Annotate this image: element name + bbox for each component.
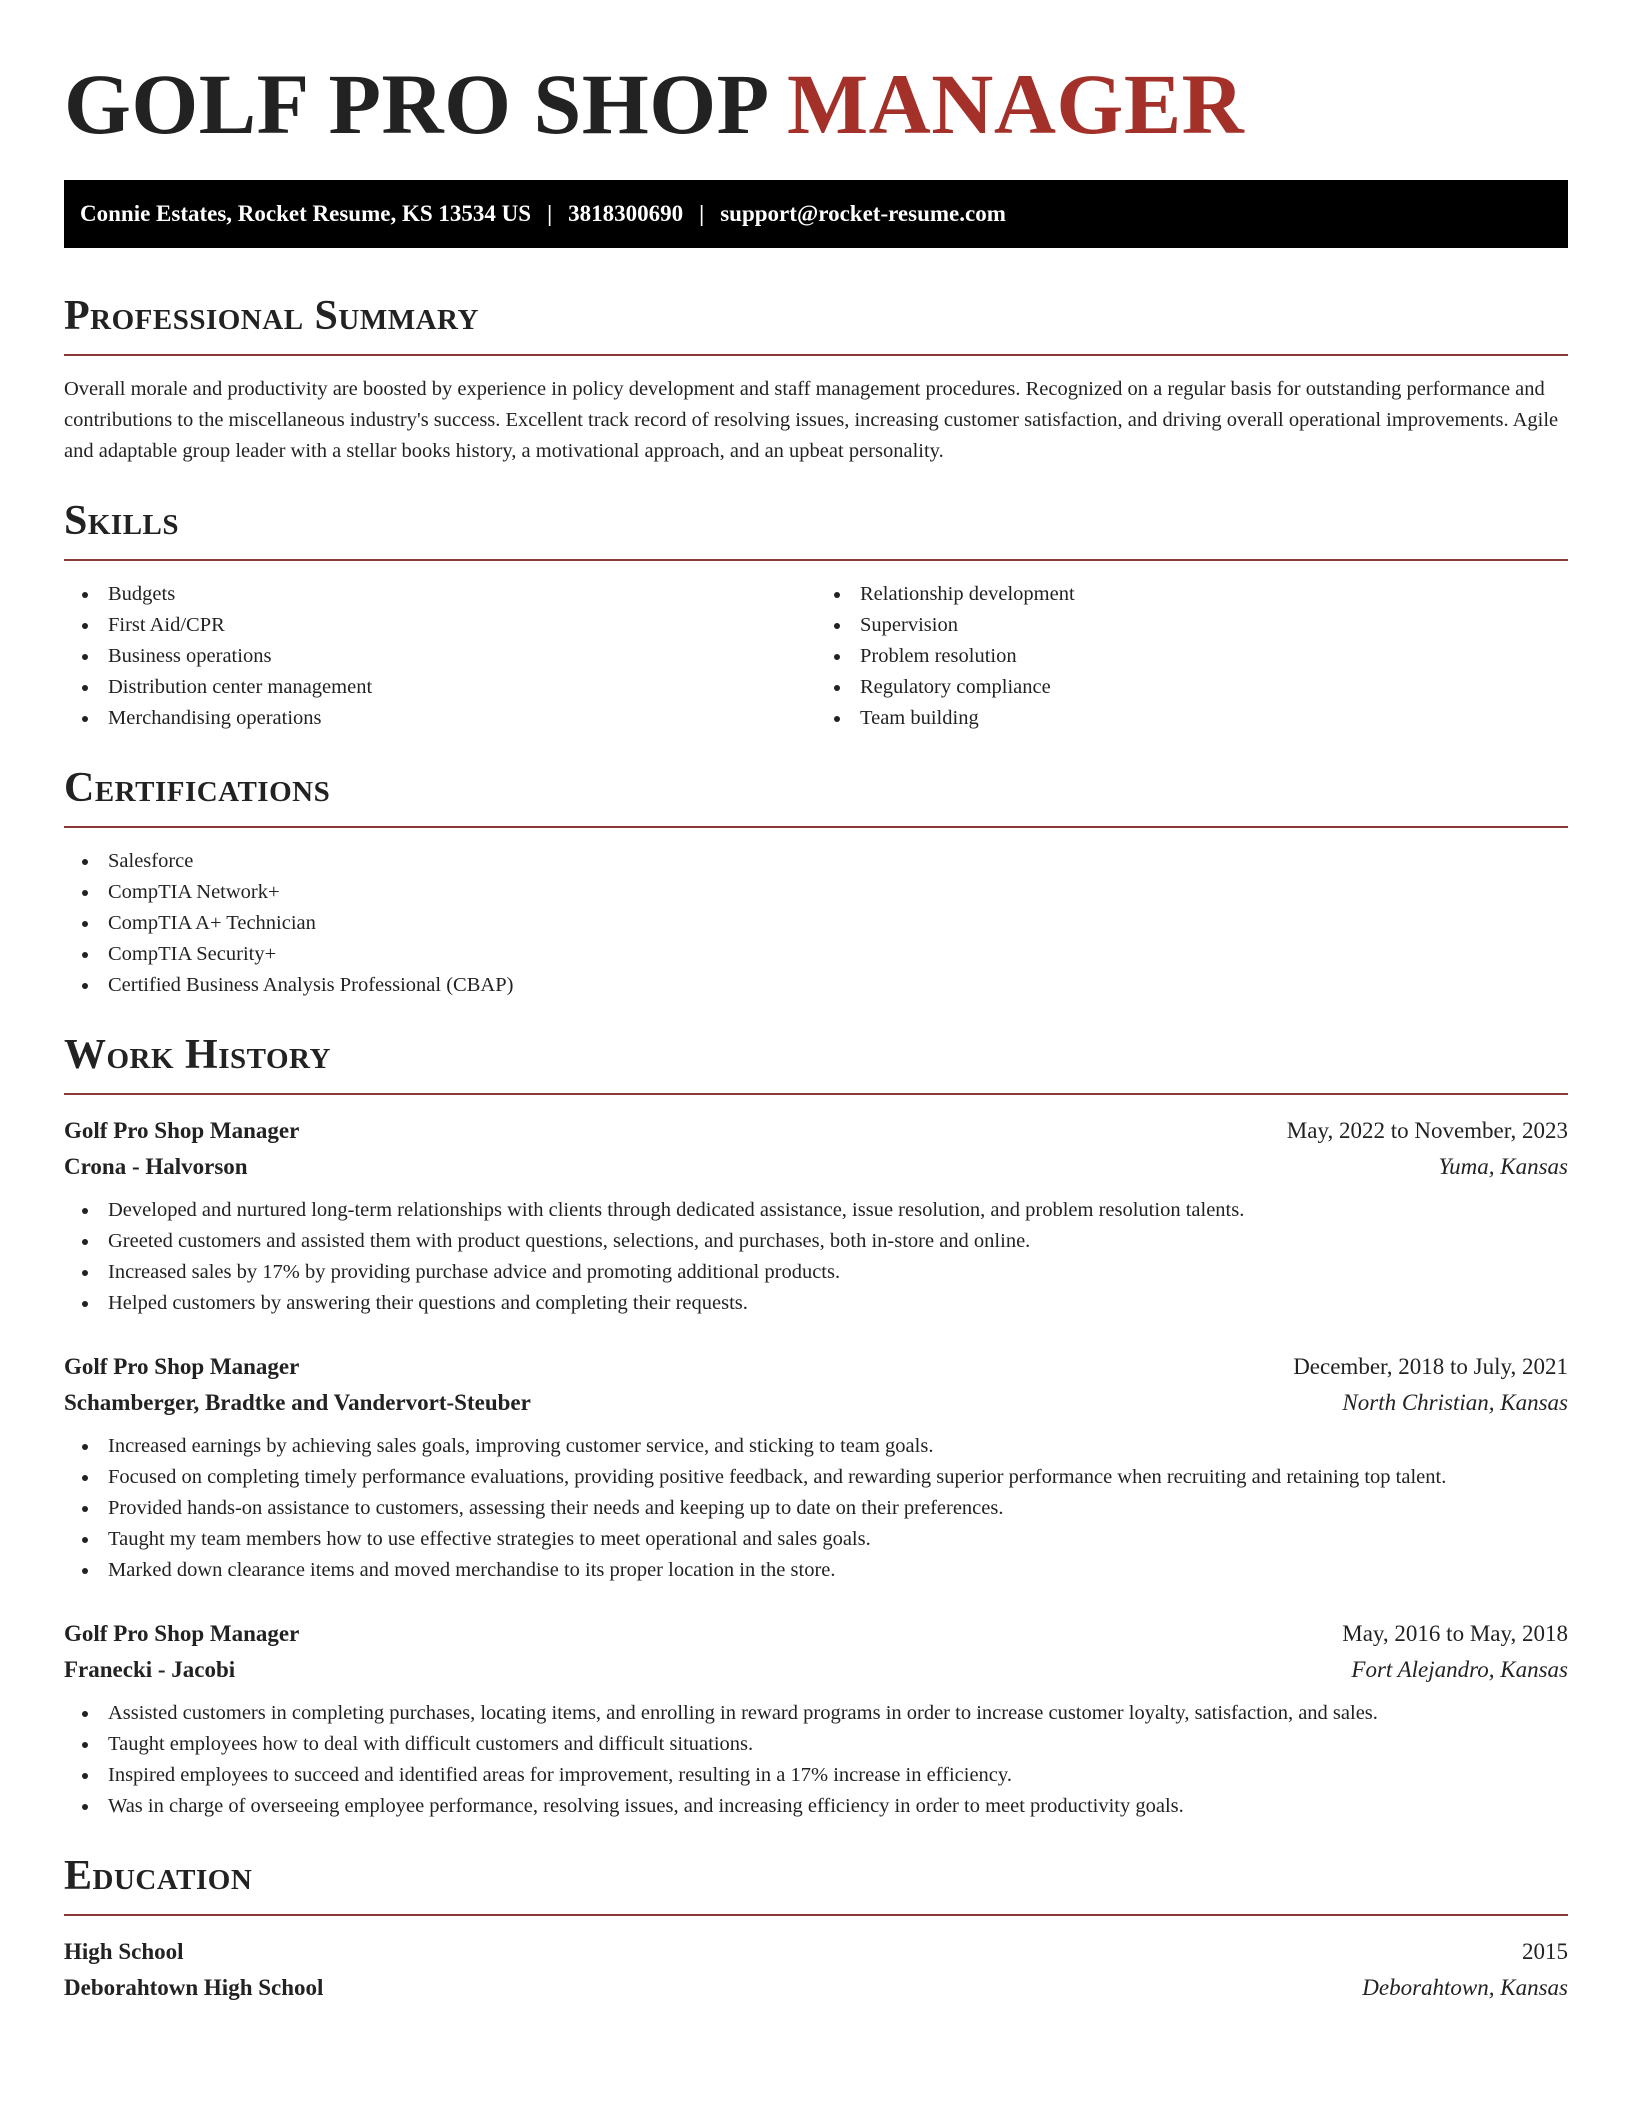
contact-address: Connie Estates, Rocket Resume, KS 13534 US xyxy=(80,201,532,226)
section-divider xyxy=(64,354,1568,356)
job-header xyxy=(64,1616,1568,1652)
section-title-certifications: Certifications xyxy=(64,765,331,811)
education-location: Deborahtown, Kansas xyxy=(1362,1975,1568,2000)
job-bullet: Increased earnings by achieving sales goals, improving customer service, and sticking to team goals. xyxy=(64,1431,1568,1462)
job-subheader xyxy=(64,1149,1568,1185)
job-company: Schamberger, Bradtke and Vandervort-Steuber xyxy=(64,1390,531,1415)
skill-item: Regulatory compliance xyxy=(816,672,1568,703)
skill-item: Budgets xyxy=(64,579,816,610)
education-header xyxy=(64,1934,1568,1970)
summary-text: Overall morale and productivity are boosted by experience in policy development and staff management procedures. Recognized on a regular basis for outstanding performance and contributions to the miscellaneous industry's success. Excellent track record of resolving issues, increasing customer satisfaction, and driving overall operational improvements. Agile and adaptable group leader with a stellar books history, a motivational approach, and an upbeat personality. xyxy=(64,378,1559,462)
certification-item: CompTIA Security+ xyxy=(64,939,1568,970)
contact-email: support@rocket-resume.com xyxy=(720,201,1006,226)
certification-item: CompTIA Network+ xyxy=(64,877,1568,908)
job-bullet: Greeted customers and assisted them with product questions, selections, and purchases, both in-store and online. xyxy=(64,1226,1568,1257)
job-entry xyxy=(64,1349,1568,1586)
education-year: 2015 xyxy=(1522,1939,1568,1964)
certification-item: Certified Business Analysis Professional (CBAP) xyxy=(64,970,1568,1001)
job-dates: May, 2016 to May, 2018 xyxy=(1342,1621,1568,1646)
job-bullet: Assisted customers in completing purchases, locating items, and enrolling in reward programs in order to increase customer loyalty, satisfaction, and sales. xyxy=(64,1698,1568,1729)
job-entry xyxy=(64,1113,1568,1319)
job-location: Fort Alejandro, Kansas xyxy=(1351,1657,1568,1682)
job-header xyxy=(64,1349,1568,1385)
title-accent: MANAGER xyxy=(786,56,1245,152)
certifications-list xyxy=(64,846,1568,1001)
skill-item: Business operations xyxy=(64,641,816,672)
job-bullet: Was in charge of overseeing employee performance, resolving issues, and increasing efficiency in order to meet productivity goals. xyxy=(64,1791,1568,1822)
education-degree: High School xyxy=(64,1939,184,1964)
job-title: Golf Pro Shop Manager xyxy=(64,1621,300,1646)
job-bullet: Developed and nurtured long-term relationships with clients through dedicated assistance, issue resolution, and problem resolution talents. xyxy=(64,1195,1568,1226)
skills-list-right xyxy=(816,579,1568,734)
skills-columns xyxy=(64,579,1568,734)
job-location: Yuma, Kansas xyxy=(1438,1154,1568,1179)
section-title-work-history: Work History xyxy=(64,1032,331,1078)
certification-item: Salesforce xyxy=(64,846,1568,877)
job-entry xyxy=(64,1616,1568,1822)
job-bullet: Marked down clearance items and moved merchandise to its proper location in the store. xyxy=(64,1555,1568,1586)
contact-phone: 3818300690 xyxy=(568,201,684,226)
contact-separator: | xyxy=(699,201,705,226)
job-header xyxy=(64,1113,1568,1149)
job-location: North Christian, Kansas xyxy=(1342,1390,1568,1415)
job-company: Franecki - Jacobi xyxy=(64,1657,236,1682)
job-bullet: Taught my team members how to use effective strategies to meet operational and sales goals. xyxy=(64,1524,1568,1555)
skills-list-left xyxy=(64,579,816,734)
job-bullets xyxy=(64,1698,1568,1822)
contact-bar xyxy=(64,180,1568,248)
job-bullet: Inspired employees to succeed and identified areas for improvement, resulting in a 17% increase in efficiency. xyxy=(64,1760,1568,1791)
skill-item: Relationship development xyxy=(816,579,1568,610)
education-section xyxy=(64,1852,1568,2006)
section-title-summary: Professional Summary xyxy=(64,293,479,339)
job-bullet: Provided hands-on assistance to customers, assessing their needs and keeping up to date on their preferences. xyxy=(64,1493,1568,1524)
certification-item: CompTIA A+ Technician xyxy=(64,908,1568,939)
section-divider xyxy=(64,826,1568,828)
job-company: Crona - Halvorson xyxy=(64,1154,248,1179)
section-divider xyxy=(64,1914,1568,1916)
job-bullets xyxy=(64,1195,1568,1319)
job-title: Golf Pro Shop Manager xyxy=(64,1118,300,1143)
skill-item: Team building xyxy=(816,703,1568,734)
job-bullet: Focused on completing timely performance evaluations, providing positive feedback, and rewarding superior performance when recruiting and retaining top talent. xyxy=(64,1462,1568,1493)
contact-separator: | xyxy=(547,201,553,226)
job-subheader xyxy=(64,1385,1568,1421)
work-history-section xyxy=(64,1031,1568,1822)
skill-item: Distribution center management xyxy=(64,672,816,703)
section-divider xyxy=(64,559,1568,561)
skill-item: Problem resolution xyxy=(816,641,1568,672)
job-title: Golf Pro Shop Manager xyxy=(64,1354,300,1379)
job-bullets xyxy=(64,1431,1568,1586)
job-dates: May, 2022 to November, 2023 xyxy=(1286,1118,1568,1143)
summary-section xyxy=(64,292,1568,467)
section-divider xyxy=(64,1093,1568,1095)
section-title-skills: Skills xyxy=(64,498,180,544)
job-bullet: Taught employees how to deal with difficult customers and difficult situations. xyxy=(64,1729,1568,1760)
job-dates: December, 2018 to July, 2021 xyxy=(1293,1354,1568,1379)
skill-item: Merchandising operations xyxy=(64,703,816,734)
education-subheader xyxy=(64,1970,1568,2006)
skill-item: Supervision xyxy=(816,610,1568,641)
resume-title xyxy=(64,56,1568,152)
job-subheader xyxy=(64,1652,1568,1688)
skill-item: First Aid/CPR xyxy=(64,610,816,641)
education-school: Deborahtown High School xyxy=(64,1975,324,2000)
skills-section xyxy=(64,497,1568,734)
section-title-education: Education xyxy=(64,1853,253,1899)
certifications-section xyxy=(64,764,1568,1001)
title-main: GOLF PRO SHOP xyxy=(64,56,765,152)
job-bullet: Helped customers by answering their questions and completing their requests. xyxy=(64,1288,1568,1319)
job-bullet: Increased sales by 17% by providing purchase advice and promoting additional products. xyxy=(64,1257,1568,1288)
